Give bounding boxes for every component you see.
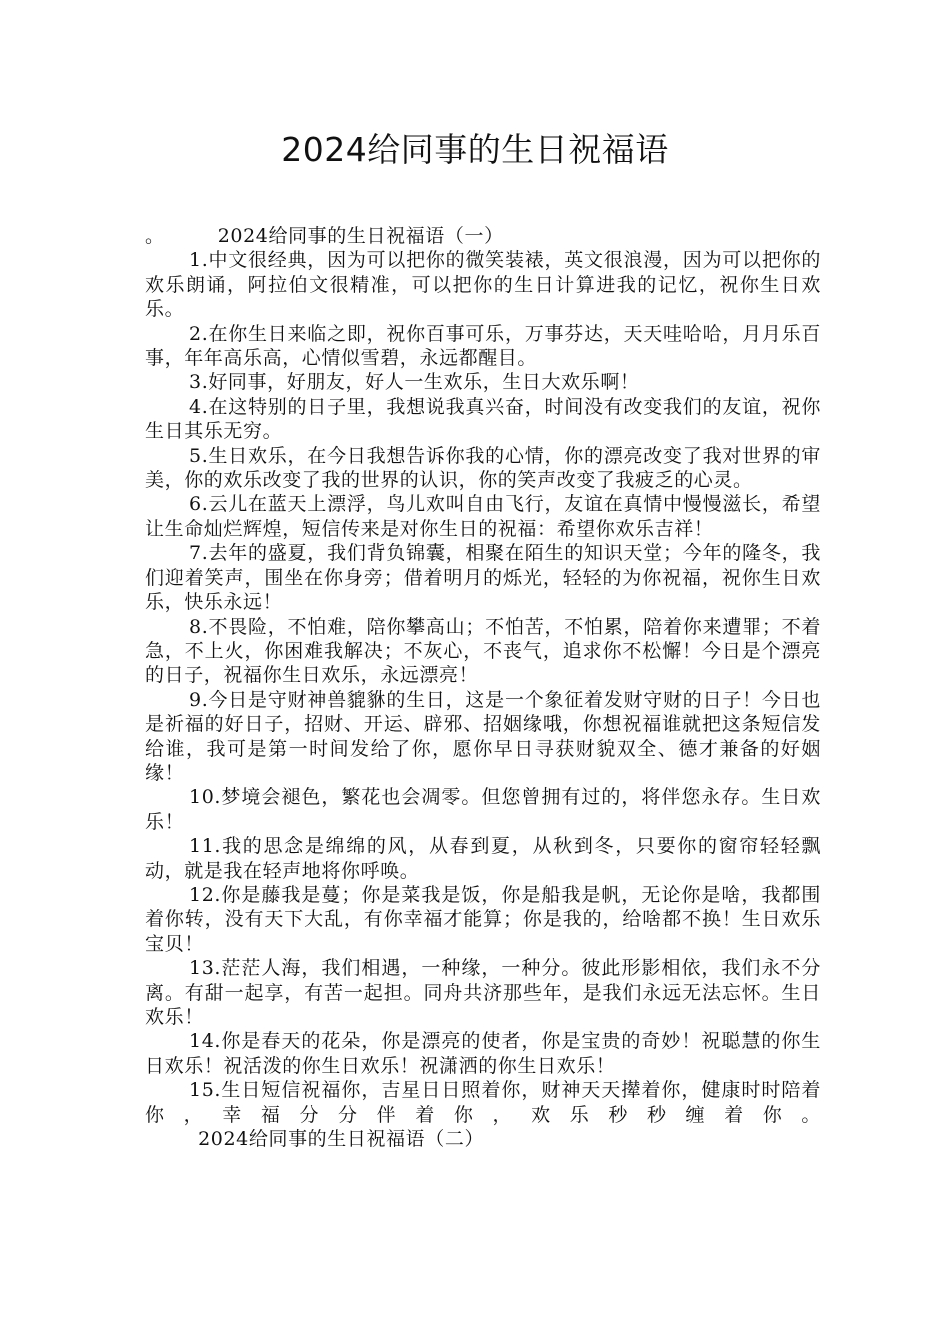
paragraph-14: 14.你是春天的花朵，你是漂亮的使者，你是宝贵的奇妙！祝聪慧的你生日欢乐！祝活泼的你生日欢乐！祝潇洒的你生日欢乐！ [145,1030,821,1077]
paragraph-1: 1.中文很经典，因为可以把你的微笑装裱，英文很浪漫，因为可以把你的欢乐朗诵，阿拉伯文很精准，可以把你的生日计算进我的记忆，祝你生日欢乐。 [145,249,821,321]
paragraph-13: 13.茫茫人海，我们相遇，一种缘，一种分。彼此形影相依，我们永不分离。有甜一起享，有苦一起担。同舟共济那些年，是我们永远无法忘怀。生日欢乐！ [145,957,821,1028]
paragraph-9: 9.今日是守财神兽貔貅的生日，这是一个象征着发财守财的日子！今日也是祈福的好日子，招财、开运、辟邪、招姻缘哦，你想祝福谁就把这条短信发给谁，我可是第一时间发给了你，愿你早日寻获财貌双全、德才兼备的好姻缘！ [145,688,821,784]
paragraph-12: 12.你是藤我是蔓；你是菜我是饭，你是船我是帆，无论你是啥，我都围着你转，没有天下大乱，有你幸福才能算；你是我的，给啥都不换！生日欢乐宝贝！ [145,883,821,955]
document-body [145,224,821,1151]
section-two-heading: 2024给同事的生日祝福语（二） [145,1128,485,1151]
paragraph-3: 3.好同事，好朋友，好人一生欢乐，生日大欢乐啊！ [189,371,640,394]
paragraph-4: 4.在这特别的日子里，我想说我真兴奋，时间没有改变我们的友谊，祝你生日其乐无穷。 [145,395,821,443]
section-one-heading: 。 2024给同事的生日祝福语（一） [145,225,504,247]
paragraph-2: 2.在你生日来临之即，祝你百事可乐，万事芬达，天天哇哈哈，月月乐百事，年年高乐高，心情似雪碧，永远都醒目。 [145,322,821,370]
paragraph-15 [145,1078,821,1151]
paragraph-7: 7.去年的盛夏，我们背负锦囊，相聚在陌生的知识天堂；今年的隆冬，我们迎着笑声，围坐在你身旁；借着明月的烁光，轻轻的为你祝福，祝你生日欢乐，快乐永远！ [145,542,821,614]
document-title: 2024给同事的生日祝福语 [281,130,669,169]
paragraph-11: 11.我的思念是绵绵的风，从春到夏，从秋到冬，只要你的窗帘轻轻飘动，就是我在轻声地将你呼唤。 [145,835,821,882]
paragraph-10: 10.梦境会褪色，繁花也会凋零。但您曾拥有过的，将伴您永存。生日欢乐！ [145,786,821,833]
paragraph-8: 8.不畏险，不怕难，陪你攀高山；不怕苦，不怕累，陪着你来遭罪；不着急，不上火，你困难我解决；不灰心，不丧气，追求你不松懈！今日是个漂亮的日子，祝福你生日欢乐，永远漂亮！ [145,615,821,687]
paragraph-5: 5.生日欢乐，在今日我想告诉你我的心情，你的漂亮改变了我对世界的审美，你的欢乐改变了我的世界的认识，你的笑声改变了我疲乏的心灵。 [145,444,821,492]
paragraph-6: 6.云儿在蓝天上漂浮，鸟儿欢叫自由飞行，友谊在真情中慢慢滋长，希望让生命灿烂辉煌，短信传来是对你生日的祝福：希望你欢乐吉祥！ [145,493,821,540]
paragraph-15-text: 15.生日短信祝福你，吉星日日照着你，财神天天撵着你，健康时时陪着你，幸福分分伴着你，欢乐秒秒缠着你。 [145,1079,821,1126]
